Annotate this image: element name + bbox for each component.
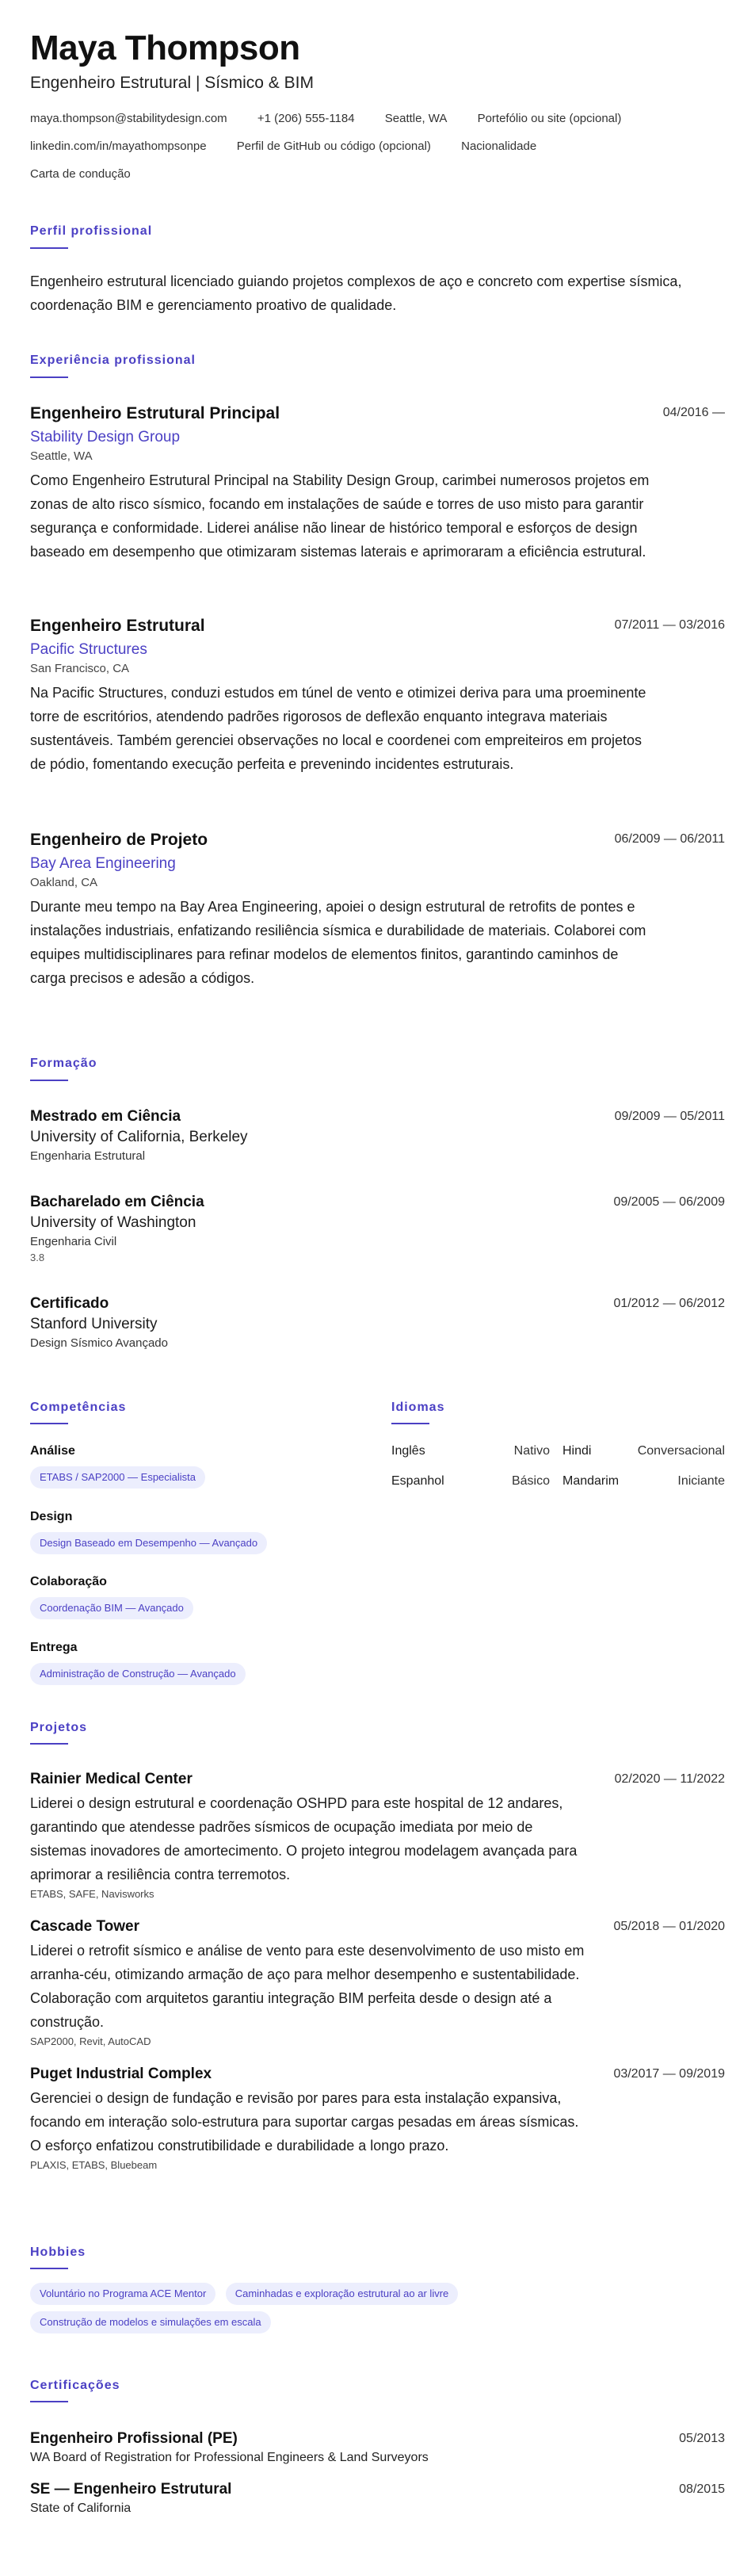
experience-item — [30, 829, 725, 990]
skills-section-title: Competências — [30, 1401, 127, 1414]
candidate-name: Maya Thompson — [30, 29, 300, 67]
project-description: Gerenciei o design de fundação e revisão por pares para esta instalação expansiva, focando em interação solo-estrutura para suportar cargas pesadas em áreas sísmicas. O esforço enfatizou construtibilidade e durabilidade a longo prazo. — [30, 2090, 579, 2154]
certification-date: 05/2013 — [679, 2432, 725, 2445]
certification-issuer: WA Board of Registration for Professional Engineers & Land Surveyors — [30, 2451, 429, 2464]
hobby-chip: Caminhadas e exploração estrutural ao ar livre — [226, 2283, 459, 2305]
language-name: Mandarim — [562, 1474, 620, 1488]
contact-nationality: Nacionalidade — [461, 140, 537, 153]
project-tech: PLAXIS, ETABS, Bluebeam — [30, 2159, 158, 2171]
language-name: Espanhol — [391, 1474, 444, 1488]
certification-name: SE — Engenheiro Estrutural — [30, 2481, 232, 2498]
education-section-rule — [30, 1080, 68, 1081]
contact-row-3 — [30, 166, 158, 182]
hobbies-section-title: Hobbies — [30, 2245, 86, 2259]
certifications-section-rule — [30, 2401, 68, 2402]
project-name: Cascade Tower — [30, 1918, 139, 1935]
experience-description: Durante meu tempo na Bay Area Engineering, apoiei o design estrutural de retrofits de pontes e instalações industriais, enfatizando resiliência sísmica e durabilidade de materiais. Colaborei com equipes multidisciplinares para refinar modelos de elementos finitos, garantindo caminhos de carga precisos e adesão a códigos. — [30, 899, 646, 986]
contact-row-1 — [30, 111, 648, 127]
candidate-headline: Engenheiro Estrutural | Sísmico & BIM — [30, 74, 314, 92]
project-description: Liderei o retrofit sísmico e análise de vento para este desenvolvimento de uso misto em arranha-céu, otimizando armação de aço para melhor desempenho e sustentabilidade. Colaboração com arquitetos garantiu integração BIM perfeita desde o design até a construção. — [30, 1943, 585, 2030]
certification-date: 08/2015 — [679, 2482, 725, 2496]
experience-role: Engenheiro de Projeto — [30, 831, 208, 849]
language-name: Hindi — [562, 1444, 592, 1458]
contact-row-2 — [30, 139, 563, 155]
project-dates: 02/2020 — 11/2022 — [614, 1772, 725, 1786]
language-level: Iniciante — [677, 1474, 725, 1488]
experience-section-title: Experiência profissional — [30, 354, 196, 367]
education-field: Engenharia Civil — [30, 1235, 117, 1248]
hobby-chip: Voluntário no Programa ACE Mentor — [30, 2283, 215, 2305]
skill-group-name: Colaboração — [30, 1575, 107, 1588]
education-item — [30, 1192, 725, 1265]
summary-section-title: Perfil profissional — [30, 224, 153, 238]
education-item — [30, 1106, 725, 1165]
experience-location: San Francisco, CA — [30, 662, 130, 675]
education-dates: 09/2009 — 05/2011 — [614, 1110, 725, 1123]
education-institution: University of Washington — [30, 1214, 196, 1231]
summary-text: Engenheiro estrutural licenciado guiando projetos complexos de aço e concreto com expertise sísmica, coordenação BIM e gerenciamento proativo de qualidade. — [30, 273, 682, 313]
skill-chip: Coordenação BIM — Avançado — [30, 1597, 193, 1619]
project-dates: 05/2018 — 01/2020 — [613, 1920, 725, 1933]
education-field: Engenharia Estrutural — [30, 1149, 146, 1163]
contact-email[interactable]: maya.thompson@stabilitydesign.com — [30, 112, 227, 125]
skill-group — [30, 1573, 363, 1619]
project-description: Liderei o design estrutural e coordenação OSHPD para este hospital de 12 andares, garantindo que atendesse padrões sísmicos de ocupação imediata por meio de sistemas inovadores de amortecimento. O projeto integrou modelagem avançada para aprimorar a resiliência contra terremotos. — [30, 1795, 578, 1882]
experience-dates: 04/2016 — — [662, 406, 725, 419]
education-degree: Bacharelado em Ciência — [30, 1194, 204, 1210]
education-dates: 01/2012 — 06/2012 — [613, 1297, 725, 1310]
certification-issuer: State of California — [30, 2501, 132, 2515]
project-dates: 03/2017 — 09/2019 — [613, 2067, 725, 2081]
language-level: Conversacional — [637, 1444, 725, 1458]
project-item — [30, 2064, 725, 2173]
project-name: Puget Industrial Complex — [30, 2066, 212, 2082]
project-name: Rainier Medical Center — [30, 1771, 193, 1787]
languages-section-rule — [391, 1423, 429, 1424]
summary-section-rule — [30, 247, 68, 249]
project-tech: ETABS, SAFE, Navisworks — [30, 1888, 154, 1900]
skill-group-name: Design — [30, 1510, 73, 1523]
contact-phone[interactable]: +1 (206) 555-1184 — [257, 112, 355, 125]
skill-group-name: Análise — [30, 1444, 75, 1458]
language-level: Nativo — [513, 1444, 550, 1458]
language-name: Inglês — [391, 1444, 425, 1458]
experience-dates: 06/2009 — 06/2011 — [614, 832, 725, 846]
certifications-section-title: Certificações — [30, 2379, 120, 2392]
experience-description: Na Pacific Structures, conduzi estudos em túnel de vento e otimizei deriva para uma proeminente torre de escritórios, atendendo padrões rigorosos de deflexão enquanto integrava materiais sustentáveis. Também gerenciei observações no local e coordenei com empreiteiros em projetos de pódio, fomentando execução perfeita e prevenindo incidentes estruturais. — [30, 685, 646, 772]
hobbies-list — [30, 2276, 725, 2333]
education-dates: 09/2005 — 06/2009 — [613, 1195, 725, 1209]
contact-portfolio[interactable]: Portefólio ou site (opcional) — [477, 112, 622, 125]
projects-section-title: Projetos — [30, 1721, 88, 1734]
project-item — [30, 1917, 725, 2050]
contact-driving-license: Carta de condução — [30, 167, 131, 181]
education-item — [30, 1294, 725, 1352]
education-institution: University of California, Berkeley — [30, 1129, 248, 1145]
education-degree: Certificado — [30, 1295, 109, 1312]
education-section-title: Formação — [30, 1057, 97, 1070]
experience-company: Pacific Structures — [30, 641, 147, 658]
project-tech: SAP2000, Revit, AutoCAD — [30, 2035, 151, 2047]
skill-group — [30, 1639, 363, 1685]
skill-chip: Administração de Construção — Avançado — [30, 1663, 246, 1685]
experience-location: Oakland, CA — [30, 876, 98, 889]
contact-github[interactable]: Perfil de GitHub ou código (opcional) — [236, 140, 431, 153]
skill-group — [30, 1508, 363, 1554]
experience-role: Engenheiro Estrutural Principal — [30, 404, 280, 422]
experience-item — [30, 403, 725, 564]
experience-dates: 07/2011 — 03/2016 — [614, 618, 725, 632]
experience-item — [30, 615, 725, 776]
hobby-chip: Construção de modelos e simulações em escala — [30, 2311, 271, 2333]
certification-name: Engenheiro Profissional (PE) — [30, 2430, 238, 2447]
experience-role: Engenheiro Estrutural — [30, 617, 205, 635]
projects-section-rule — [30, 1743, 68, 1745]
certification-item — [30, 2429, 725, 2467]
certification-item — [30, 2479, 725, 2517]
experience-company: Bay Area Engineering — [30, 855, 176, 872]
skill-group — [30, 1443, 363, 1489]
experience-company: Stability Design Group — [30, 429, 181, 445]
skill-group-name: Entrega — [30, 1641, 78, 1654]
education-gpa: 3.8 — [30, 1252, 45, 1263]
experience-section-rule — [30, 376, 68, 378]
language-level: Básico — [511, 1474, 550, 1488]
contact-linkedin[interactable]: linkedin.com/in/mayathompsonpe — [30, 140, 207, 153]
languages-section-title: Idiomas — [391, 1401, 445, 1414]
skill-chip: Design Baseado em Desempenho — Avançado — [30, 1532, 267, 1554]
experience-description: Como Engenheiro Estrutural Principal na Stability Design Group, carimbei numerosos projetos em zonas de alto risco sísmico, focando em instalações de saúde e torres de uso misto para garantir segurança e conformidade. Liderei análise não linear de histórico temporal e esforços de design baseado em desempenho que otimizaram sistemas laterais e aprimoraram a eficiência estrutural. — [30, 472, 650, 560]
education-field: Design Sísmico Avançado — [30, 1336, 168, 1350]
education-degree: Mestrado em Ciência — [30, 1108, 181, 1125]
experience-location: Seattle, WA — [30, 449, 93, 463]
education-institution: Stanford University — [30, 1316, 158, 1332]
project-item — [30, 1769, 725, 1902]
hobbies-section-rule — [30, 2268, 68, 2269]
skills-section-rule — [30, 1423, 68, 1424]
skill-chip: ETABS / SAP2000 — Especialista — [30, 1466, 205, 1489]
contact-location: Seattle, WA — [384, 112, 448, 125]
